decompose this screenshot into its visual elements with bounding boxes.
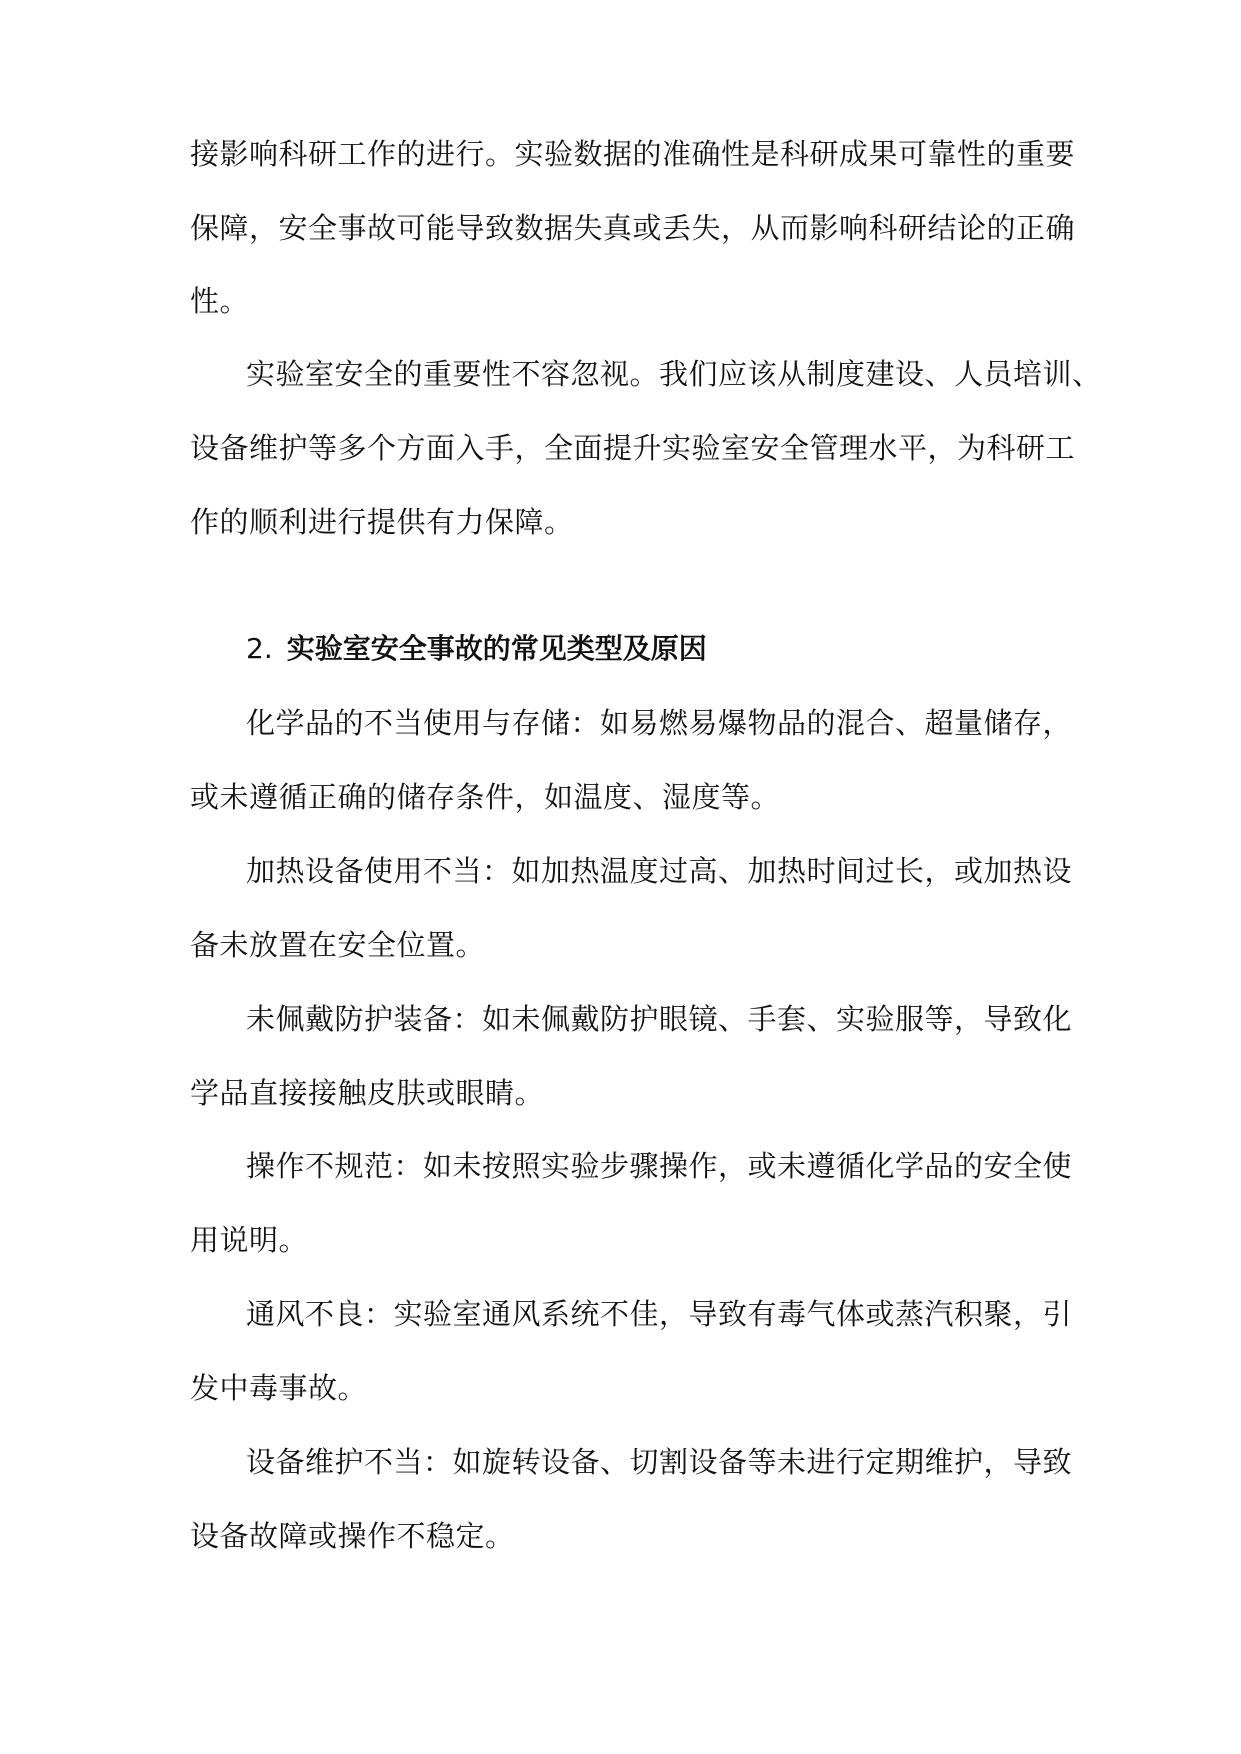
- section-heading: [246, 629, 1066, 669]
- item-3-line-2: 学品直接接触皮肤或眼睛。: [190, 1076, 545, 1110]
- item-1-line-1: 化学品的不当使用与存储：如易燃易爆物品的混合、超量储存，: [246, 706, 1073, 740]
- paragraph-2-line-2: 设备维护等多个方面入手，全面提升实验室安全管理水平，为科研工: [190, 431, 1076, 465]
- item-6-line-2: 设备故障或操作不稳定。: [190, 1519, 515, 1553]
- item-5-line-2: 发中毒事故。: [190, 1371, 368, 1405]
- item-2-line-1: 加热设备使用不当：如加热温度过高、加热时间过长，或加热设: [246, 854, 1073, 888]
- item-5-line-1: 通风不良：实验室通风系统不佳，导致有毒气体或蒸汽积聚，引: [246, 1297, 1073, 1331]
- item-3-line-1: 未佩戴防护装备：如未佩戴防护眼镜、手套、实验服等，导致化: [246, 1002, 1073, 1036]
- section-title: 实验室安全事故的常见类型及原因: [286, 632, 707, 665]
- item-4-line-1: 操作不规范：如未按照实验步骤操作，或未遵循化学品的安全使: [246, 1149, 1073, 1183]
- item-6-line-1: 设备维护不当：如旋转设备、切割设备等未进行定期维护，导致: [246, 1445, 1073, 1479]
- paragraph-1-line-3: 性。: [190, 284, 250, 318]
- paragraph-2-line-3: 作的顺利进行提供有力保障。: [190, 505, 574, 539]
- item-4-line-2: 用说明。: [190, 1223, 309, 1257]
- item-1-line-2: 或未遵循正确的储存条件，如温度、湿度等。: [190, 780, 781, 814]
- paragraph-1-line-2: 保障，安全事故可能导致数据失真或丢失，从而影响科研结论的正确: [190, 211, 1076, 245]
- item-2-line-2: 备未放置在安全位置。: [190, 928, 486, 962]
- paragraph-1-line-1: 接影响科研工作的进行。实验数据的准确性是科研成果可靠性的重要: [190, 137, 1076, 171]
- paragraph-2-line-1: 实验室安全的重要性不容忽视。我们应该从制度建设、人员培训、: [246, 357, 1102, 391]
- section-number: 2.: [246, 632, 273, 665]
